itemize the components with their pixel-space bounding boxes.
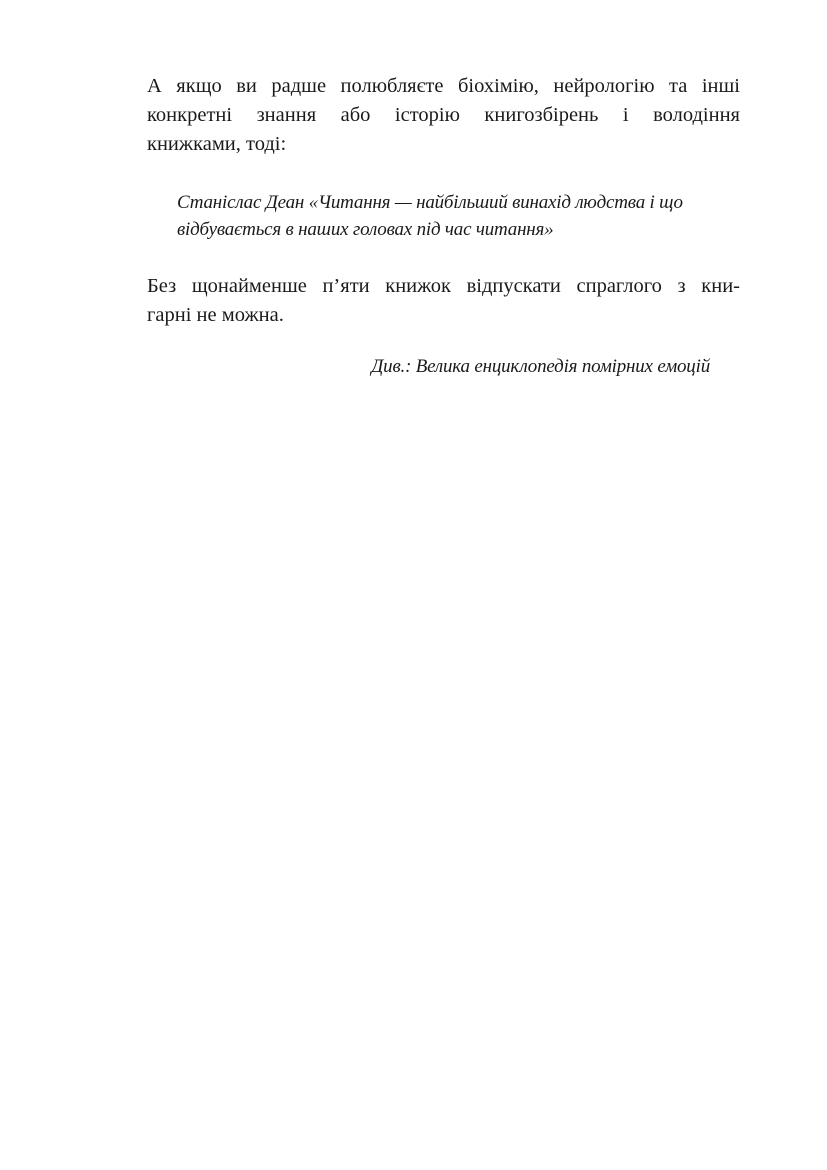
paragraph-five-books — [147, 272, 740, 330]
paragraph-line: книжками, тоді: — [147, 133, 287, 155]
quote-line: відбувається в наших головах під час читання» — [177, 219, 554, 240]
paragraph-line: гарні не можна. — [147, 304, 284, 326]
paragraph-line: А якщо ви радше полюбляєте біохімію, нейрологію та інші — [147, 75, 740, 97]
quote-line: Станіслас Деан «Читання — найбільший винахід людства і що — [177, 192, 683, 213]
paragraph-line: конкретні знання або історію книгозбірень і володіння — [147, 104, 740, 126]
page-content — [147, 72, 740, 380]
paragraph-biochemistry — [147, 72, 740, 159]
paragraph-line: Без щонайменше п’яти книжок відпускати спраглого з кни- — [147, 275, 740, 297]
book-reference-quote — [177, 189, 740, 243]
see-also-reference: Див.: Велика енциклопедія помірних емоцій — [371, 356, 710, 377]
